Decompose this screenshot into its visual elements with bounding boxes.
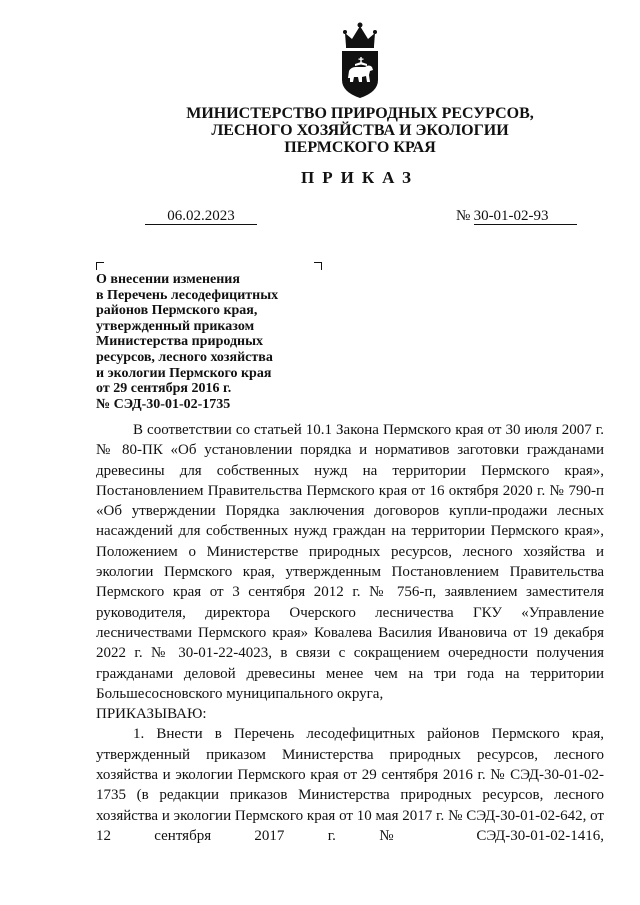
subject-line: от 29 сентября 2016 г.	[96, 381, 232, 397]
order-number	[456, 208, 577, 225]
subject-bracket-right	[314, 262, 322, 270]
subject-bracket-left	[96, 262, 104, 270]
subject-line: и экологии Пермского края	[96, 365, 272, 381]
subject-line: Министерства природных	[96, 334, 264, 350]
order-number-value: 30-01-02-93	[474, 208, 577, 225]
subject-line: в Перечень лесодефицитных	[96, 287, 279, 303]
order-subject	[96, 272, 326, 412]
decree-word: ПРИКАЗЫВАЮ:	[96, 706, 207, 723]
order-item-1: 1. Внести в Перечень лесодефицитных районов Пермского края, утвержденный приказом Министерства природных ресурсов, лесного хозяйства и экологии Пермского края от 29 сентября 2016 г. № СЭД-30-01-02-1735 (в редакции приказов Министерства природных ресурсов, лесного хозяйства и экологии Пермского края от 10 мая 2017 г. № СЭД-30-01-02-642, от 12 сентября 2017 г. № СЭД-30-01-02-1416,	[96, 726, 604, 844]
coat-of-arms-icon	[336, 20, 384, 100]
coat-of-arms-emblem	[336, 20, 384, 100]
ministry-line: ЛЕСНОГО ХОЗЯЙСТВА И ЭКОЛОГИИ	[211, 122, 509, 139]
order-number-label: №	[456, 208, 470, 224]
order-date: 06.02.2023	[145, 208, 257, 225]
subject-line: ресурсов, лесного хозяйства	[96, 349, 273, 365]
preamble-paragraph: В соответствии со статьей 10.1 Закона Пермского края от 30 июля 2007 г. № 80-ПК «Об установлении порядка и нормативов заготовки гражданами древесины для собственных нужд на территории Пермского края», Постановлением Правительства Пермского края от 16 октября 2020 г. № 790-п «Об утверждении Порядка заключения договоров купли-продажи лесных насаждений для собственных нужд граждан на территории Пермского края», Положением о Министерстве природных ресурсов, лесного хозяйства и экологии Пермского края, утвержденным Постановлением Правительства Пермского края от 3 сентября 2012 г. № 756-п, заявлением заместителя руководителя, директора Очерского лесничества ГКУ «Управление лесничествами Пермского края» Ковалева Василия Ивановича от 19 декабря 2022 г. № 30-01-22-4023, в связи с сокращением очередности получения гражданами деловой древесины менее чем на три года на территории Большесосновского муниципального округа,	[96, 422, 604, 702]
ministry-line: МИНИСТЕРСТВО ПРИРОДНЫХ РЕСУРСОВ,	[186, 105, 534, 122]
ministry-line: ПЕРМСКОГО КРАЯ	[284, 139, 436, 156]
subject-line: О внесении изменения	[96, 272, 240, 287]
ministry-name	[160, 105, 560, 156]
subject-line: утвержденный приказом	[96, 318, 255, 334]
order-body	[96, 420, 604, 846]
document-type-title: ПРИКАЗ	[301, 168, 419, 187]
subject-line: районов Пермского края,	[96, 303, 258, 319]
subject-line: № СЭД-30-01-02-1735	[96, 396, 231, 412]
